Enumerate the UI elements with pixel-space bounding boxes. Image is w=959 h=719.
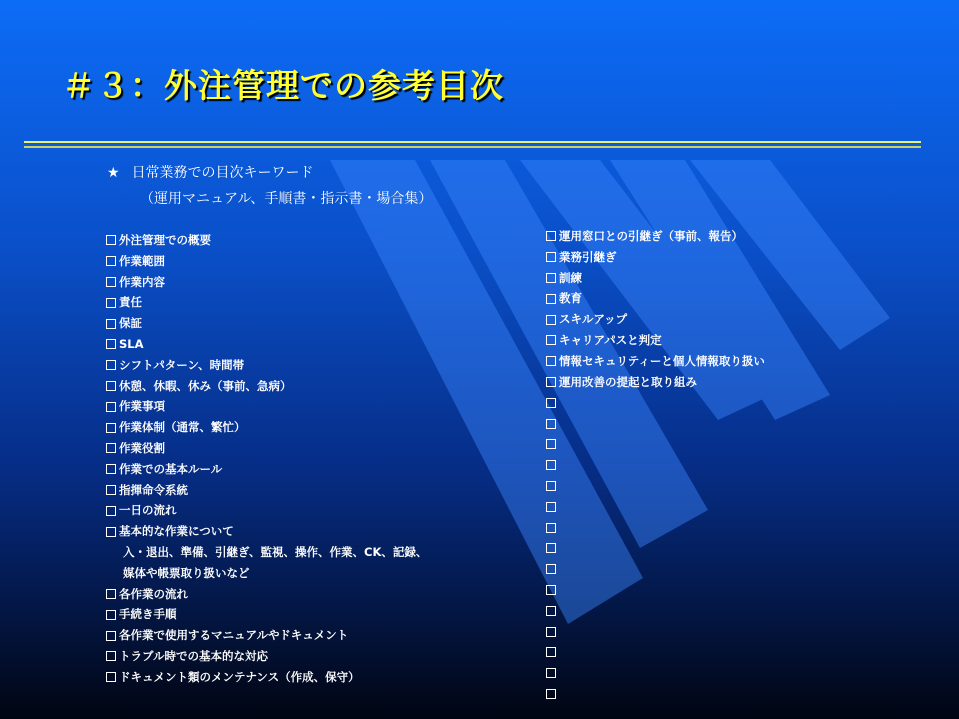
checklist-item-label: SLA [119, 336, 144, 351]
checkbox-icon[interactable] [106, 527, 116, 537]
checkbox-icon[interactable] [546, 564, 556, 574]
checkbox-icon[interactable] [106, 443, 116, 453]
checklist-item-label: シフトパターン、時間帯 [119, 357, 245, 372]
checklist-item [546, 538, 765, 559]
checkbox-icon[interactable] [106, 485, 116, 495]
checklist-item-label: 訓練 [559, 270, 582, 285]
checkbox-icon[interactable] [106, 589, 116, 599]
checklist-item [106, 272, 427, 293]
checklist-item-label: 業務引継ぎ [559, 249, 617, 264]
checklist-item-label: 基本的な作業について [119, 524, 234, 539]
checklist-item [546, 392, 765, 413]
checklist-item [546, 600, 765, 621]
checklist-item [546, 663, 765, 684]
checkbox-icon[interactable] [106, 651, 116, 661]
checkbox-icon[interactable] [106, 256, 116, 266]
checkbox-icon[interactable] [546, 543, 556, 553]
checkbox-icon[interactable] [546, 335, 556, 345]
checkbox-icon[interactable] [106, 464, 116, 474]
checklist-item [546, 372, 765, 393]
checkbox-icon[interactable] [106, 672, 116, 682]
checklist-item [106, 563, 427, 584]
checklist-item-label: 情報セキュリティーと個人情報取り扱い [559, 353, 765, 368]
checklist-item [546, 642, 765, 663]
title-divider-top [24, 141, 921, 143]
checkbox-icon[interactable] [546, 689, 556, 699]
checklist-item [106, 313, 427, 334]
checklist-item [546, 413, 765, 434]
checklist-item [546, 559, 765, 580]
checklist-item [546, 226, 765, 247]
checklist-item-label: 各作業の流れ [119, 586, 188, 601]
title-divider-bottom [24, 146, 921, 148]
checklist-item-label: 運用改善の提起と取り組み [559, 374, 697, 389]
checkbox-icon[interactable] [546, 668, 556, 678]
checklist-item [106, 251, 427, 272]
checklist-item-label: 作業役割 [119, 440, 165, 455]
checklist-item [106, 521, 427, 542]
checklist-item [546, 268, 765, 289]
checklist-item [546, 247, 765, 268]
checkbox-icon[interactable] [546, 377, 556, 387]
checkbox-icon[interactable] [546, 439, 556, 449]
checkbox-icon[interactable] [546, 315, 556, 325]
checkbox-icon[interactable] [546, 502, 556, 512]
checklist-item-label: 教育 [559, 291, 582, 306]
checklist-item-label: 保証 [119, 316, 142, 331]
checklist-item-label: 手続き手順 [119, 607, 177, 622]
checkbox-icon[interactable] [106, 339, 116, 349]
checklist-item [106, 459, 427, 480]
checklist-item [106, 334, 427, 355]
checklist-item [106, 292, 427, 313]
checklist-item-label: 責任 [119, 295, 142, 310]
star-icon: ★ [107, 165, 120, 181]
checklist-item-label: 休憩、休暇、休み（事前、急病） [119, 378, 292, 393]
checklist-item [106, 667, 427, 688]
checklist-item-label: 作業事項 [119, 399, 165, 414]
checklist-item-label: 作業内容 [119, 274, 165, 289]
checklist-item [546, 309, 765, 330]
checkbox-icon[interactable] [546, 273, 556, 283]
checkbox-icon[interactable] [546, 460, 556, 470]
checklist-item [106, 646, 427, 667]
checkbox-icon[interactable] [106, 277, 116, 287]
checklist-item [106, 438, 427, 459]
checklist-item [546, 684, 765, 705]
checklist-item [106, 480, 427, 501]
checkbox-icon[interactable] [546, 231, 556, 241]
checklist-item [546, 434, 765, 455]
checklist-item-label: 作業での基本ルール [119, 461, 223, 476]
checklist-item [106, 376, 427, 397]
checklist-item [546, 288, 765, 309]
checkbox-icon[interactable] [546, 252, 556, 262]
right-checklist [546, 226, 765, 704]
checkbox-icon[interactable] [546, 294, 556, 304]
checklist-item [546, 517, 765, 538]
checkbox-icon[interactable] [546, 356, 556, 366]
checklist-item-label: 媒体や帳票取り扱いなど [123, 565, 250, 580]
checklist-item [106, 417, 427, 438]
checklist-item [546, 621, 765, 642]
checklist-item [106, 355, 427, 376]
checklist-item [546, 330, 765, 351]
checkbox-icon[interactable] [106, 360, 116, 370]
section-heading-text: 日常業務での目次キーワード [131, 165, 314, 181]
checkbox-icon[interactable] [546, 647, 556, 657]
checkbox-icon[interactable] [106, 402, 116, 412]
checklist-item-label: 一日の流れ [119, 503, 177, 518]
checkbox-icon[interactable] [106, 631, 116, 641]
checklist-item-label: 各作業で使用するマニュアルやドキュメント [119, 628, 349, 643]
checkbox-icon[interactable] [546, 481, 556, 491]
checklist-item [546, 351, 765, 372]
checklist-item-label: 運用窓口との引継ぎ（事前、報告） [559, 229, 743, 243]
checklist-item-label: 外注管理での概要 [119, 233, 211, 247]
section-subheading: （運用マニュアル、手順書・指示書・場合集） [140, 191, 433, 207]
checklist-item-label: 作業範囲 [119, 253, 165, 268]
checklist-item [546, 496, 765, 517]
checklist-item [106, 500, 427, 521]
checklist-item [106, 542, 427, 563]
checklist-item [106, 230, 427, 251]
checklist-item-label: 作業体制（通常、繁忙） [119, 420, 246, 435]
checkbox-icon[interactable] [106, 381, 116, 391]
checkbox-icon[interactable] [106, 319, 116, 329]
checkbox-icon[interactable] [106, 298, 116, 308]
checkbox-icon[interactable] [106, 610, 116, 620]
checklist-item [106, 625, 427, 646]
left-checklist [106, 230, 427, 688]
checklist-item-label: ドキュメント類のメンテナンス（作成、保守） [119, 669, 360, 684]
checklist-item [546, 476, 765, 497]
checkbox-icon[interactable] [546, 585, 556, 595]
checklist-item [106, 604, 427, 625]
checkbox-icon[interactable] [546, 627, 556, 637]
page-title: ＃３：外注管理での参考目次 [62, 66, 504, 105]
checklist-item-label: キャリアパスと判定 [559, 332, 662, 347]
section-heading [107, 162, 314, 182]
checkbox-icon[interactable] [106, 423, 116, 433]
checklist-item-label: 指揮命令系統 [119, 482, 188, 497]
checklist-item-label: 入・退出、準備、引継ぎ、監視、操作、作業、CK、記録、 [123, 544, 428, 559]
checklist-item-label: スキルアップ [559, 312, 628, 327]
checklist-item [546, 580, 765, 601]
checklist-item [106, 396, 427, 417]
checklist-item [106, 584, 427, 605]
checkbox-icon[interactable] [546, 419, 556, 429]
checklist-item [546, 455, 765, 476]
checkbox-icon[interactable] [546, 523, 556, 533]
checkbox-icon[interactable] [546, 398, 556, 408]
checklist-item-label: トラブル時での基本的な対応 [119, 648, 269, 663]
checkbox-icon[interactable] [106, 506, 116, 516]
checkbox-icon[interactable] [106, 235, 116, 245]
checkbox-icon[interactable] [546, 606, 556, 616]
